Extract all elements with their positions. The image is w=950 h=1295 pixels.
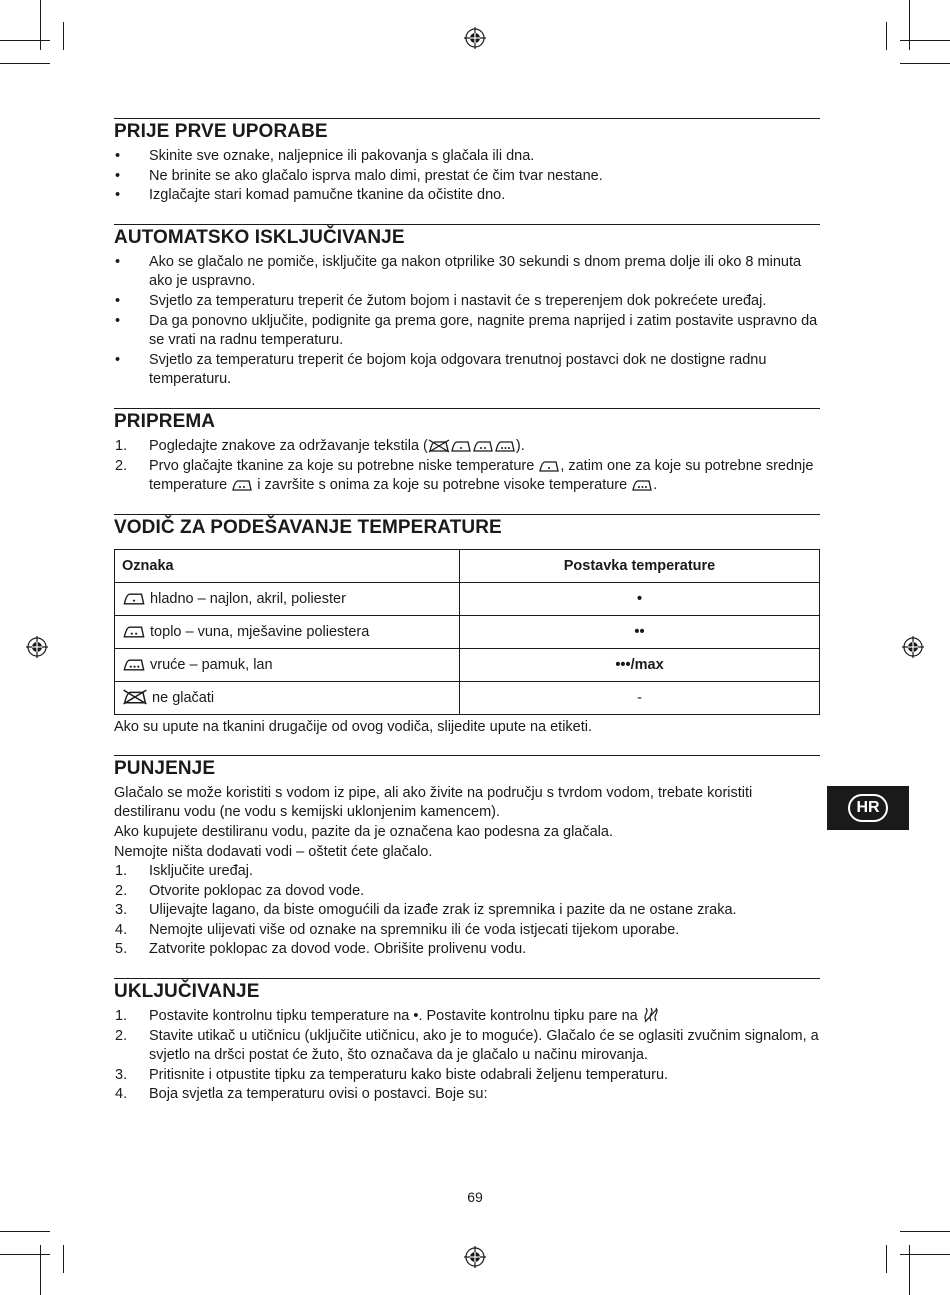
crop-mark — [900, 1231, 950, 1232]
list-item: • Svjetlo za temperaturu treperit će bojom koja odgovara trenutnoj postavci dok ne dostigne radnu temperaturu. — [115, 351, 767, 388]
list-item: 1. Postavite kontrolnu tipku temperature na •. Postavite kontrolnu tipku pare na — [114, 1007, 820, 1027]
crop-mark — [63, 22, 64, 50]
iron-one-dot-icon — [450, 439, 472, 453]
crop-mark — [886, 1245, 887, 1273]
temperature-table — [114, 549, 820, 715]
iron-three-dots-icon — [494, 439, 516, 453]
table-row: toplo – vuna, mješavine poliestera •• — [115, 615, 820, 648]
table-header-row — [115, 549, 820, 582]
paragraph: Glačalo se može koristiti s vodom iz pipe, ali ako živite na području s tvrdom vodom, trebate koristiti destiliranu vodu (ne vodu s kemijski uklonjenim kamencem). — [114, 784, 753, 821]
crop-mark — [0, 40, 50, 41]
section-temperature-guide — [114, 514, 820, 737]
list-item: • Ako se glačalo ne pomiče, isključite ga nakon otprilike 30 sekundi s dnom prema dolje ili oko 8 minuta ako je uspravno. — [115, 253, 802, 290]
section-auto-shutoff — [114, 224, 820, 390]
crop-mark — [909, 0, 910, 50]
list-item: 5. Zatvorite poklopac za dovod vode. Obrišite prolivenu vodu. — [115, 941, 527, 958]
crop-mark — [909, 1245, 910, 1295]
crop-mark — [63, 1245, 64, 1273]
list-item: 2. Otvorite poklopac za dovod vode. — [115, 882, 365, 899]
temperature-setting: •• — [460, 615, 820, 648]
list-item: 2. Prvo glačajte tkanine za koje su potrebne niske temperature , zatim one za koje su potrebne srednje temperature i završite s onima za koje su potrebne visoke temperature . — [115, 457, 814, 494]
crop-mark — [900, 63, 950, 64]
temperature-dot: • — [413, 1008, 419, 1025]
temperature-setting: • — [460, 582, 820, 615]
table-row: ne glačati - — [115, 681, 820, 714]
registration-mark-icon — [26, 636, 48, 658]
steam-off-icon — [642, 1007, 660, 1023]
iron-one-dot-icon — [538, 459, 560, 473]
iron-three-dots-icon — [631, 478, 653, 492]
section-filling — [114, 755, 820, 960]
column-header: Postavka temperature — [460, 549, 820, 582]
temperature-setting: •••/max — [460, 648, 820, 681]
list-item: • Skinite sve oznake, naljepnice ili pakovanja s glačala ili dna. — [115, 148, 535, 164]
crop-mark — [0, 63, 50, 64]
crop-mark — [40, 1245, 41, 1295]
language-badge: HR — [827, 786, 909, 830]
iron-two-dots-icon — [472, 439, 494, 453]
paragraph: Ako kupujete destiliranu vodu, pazite da je označena kao podesna za glačala. — [114, 823, 613, 840]
list-item: 1. Pogledajte znakove za održavanje tekstila ( ). — [115, 437, 525, 454]
list-item: • Svjetlo za temperaturu treperit će žutom bojom i nastavit će s treperenjem dok pokrećete uređaj. — [115, 292, 767, 309]
table-row: vruće – pamuk, lan •••/max — [115, 648, 820, 681]
iron-three-dots-icon — [122, 657, 146, 672]
crop-mark — [886, 22, 887, 50]
list-item: 4. Boja svjetla za temperaturu ovisi o postavci. Boje su: — [115, 1086, 488, 1103]
do-not-iron-icon — [428, 439, 450, 453]
crop-mark — [40, 0, 41, 50]
crop-mark — [900, 40, 950, 41]
section-title: VODIČ ZA PODEŠAVANJE TEMPERATURE — [114, 516, 502, 538]
list-item: 4. Nemojte ulijevati više od oznake na spremniku ili će voda istjecati tijekom uporabe. — [115, 921, 680, 938]
list-item: • Ne brinite se ako glačalo isprva malo dimi, prestat će čim tvar nestane. — [115, 167, 603, 184]
registration-mark-icon — [464, 1246, 486, 1268]
section-switching-on — [114, 978, 820, 1105]
list-item: 3. Pritisnite i otpustite tipku za temperaturu kako biste odabrali željenu temperaturu. — [115, 1066, 669, 1083]
iron-one-dot-icon — [122, 591, 146, 606]
list-item: • Izglačajte stari komad pamučne tkanine da očistite dno. — [115, 187, 506, 204]
iron-two-dots-icon — [231, 478, 253, 492]
page-number: 69 — [467, 1189, 483, 1205]
section-before-first-use — [114, 118, 820, 206]
list-item: 2. Stavite utikač u utičnicu (uključite utičnicu, ako je to moguće). Glačalo će se oglasiti zvučnim signalom, a svjetlo na dršci postat će žuto, što označava da je glačalo u načinu mirovanja. — [115, 1027, 819, 1064]
section-preparation — [114, 408, 820, 496]
page-content — [114, 118, 820, 1123]
registration-mark-icon — [902, 636, 924, 658]
section-title: UKLJUČIVANJE — [114, 981, 260, 1003]
table-row: hladno – najlon, akril, poliester • — [115, 582, 820, 615]
paragraph: Nemojte ništa dodavati vodi – oštetit ćete glačalo. — [114, 843, 433, 860]
temperature-setting: - — [460, 681, 820, 714]
list-item: 1. Isključite uređaj. — [115, 863, 253, 880]
section-title: PUNJENJE — [114, 757, 216, 779]
iron-two-dots-icon — [122, 624, 146, 639]
section-title: PRIJE PRVE UPORABE — [114, 121, 328, 142]
section-title: PRIPREMA — [114, 410, 216, 432]
registration-mark-icon — [464, 27, 486, 49]
crop-mark — [900, 1254, 950, 1255]
crop-mark — [0, 1231, 50, 1232]
table-note: Ako su upute na tkanini drugačije od ovog vodiča, slijedite upute na etiketi. — [114, 718, 593, 735]
crop-mark — [0, 1254, 50, 1255]
do-not-iron-icon — [122, 689, 148, 705]
column-header: Oznaka — [115, 549, 460, 582]
list-item: • Da ga ponovno uključite, podignite ga prema gore, nagnite prema naprijed i zatim postavite uspravno da se vrati na radnu temperaturu. — [115, 312, 818, 349]
section-title: AUTOMATSKO ISKLJUČIVANJE — [114, 226, 405, 248]
list-item: 3. Ulijevajte lagano, da biste omogućili da izađe zrak iz spremnika i pazite da ne ostane zraka. — [115, 902, 737, 919]
